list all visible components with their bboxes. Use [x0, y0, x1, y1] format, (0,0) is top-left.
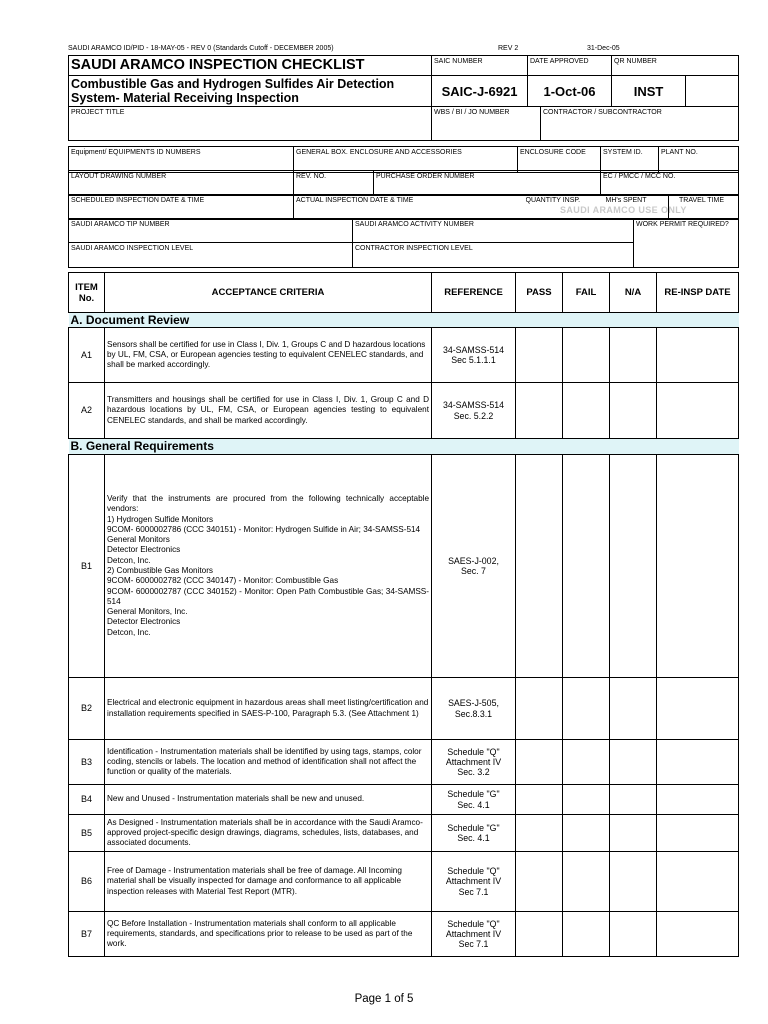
reference-line: Schedule "Q"	[447, 918, 500, 929]
pass-cell[interactable]	[516, 785, 563, 815]
criteria-text: Electrical and electronic equipment in hazardous areas shall meet listing/certification and installation requirements specified in SAES-P-100, Paragraph 5.3. (See Attachment 1)	[105, 678, 432, 740]
vendor-line: 1) Hydrogen Sulfide Monitors	[107, 514, 214, 524]
contractor-level-cell	[353, 243, 634, 268]
layout-drawing-label: LAYOUT DRAWING NUMBER	[71, 173, 167, 180]
vendor-list-text	[105, 455, 432, 678]
date-approved-label: DATE APPROVED	[530, 58, 589, 65]
document-id-text: SAUDI ARAMCO ID/PID - 18-MAY-05 - REV 0 (Standards Cutoff - DECEMBER 2005)	[68, 45, 334, 52]
item-header-line2: No.	[78, 292, 95, 304]
checklist-title-cell	[69, 56, 432, 76]
reference-line: Sec.8.3.1	[454, 708, 493, 719]
revision-text: REV 2	[498, 45, 519, 52]
qr-number-value: INST	[612, 76, 686, 107]
page-number: Page 1 of 5	[354, 993, 414, 1005]
qr-number-label: QR NUMBER	[614, 58, 657, 65]
criteria-text: As Designed - Instrumentation materials shall be in accordance with the Saudi Aramco-approved project-specific design drawings, diagrams, schedules, lists, databases, and associated documents.	[105, 815, 432, 852]
reinsp-date-cell[interactable]	[657, 912, 739, 957]
item-id: B3	[69, 740, 105, 785]
pass-cell[interactable]	[516, 455, 563, 678]
vendor-line: Detcon, Inc.	[107, 555, 151, 565]
item-header-line1: ITEM	[75, 281, 98, 293]
date-approved-label-cell	[528, 56, 612, 76]
pass-cell[interactable]	[516, 852, 563, 912]
pass-cell[interactable]	[516, 912, 563, 957]
enclosure-code-label: ENCLOSURE CODE	[520, 149, 586, 156]
checklist-subtitle-cell	[69, 76, 432, 107]
ec-pmcc-cell	[601, 171, 739, 196]
fail-cell[interactable]	[563, 852, 610, 912]
item-id: B2	[69, 678, 105, 740]
checklist-subtitle: Combustible Gas and Hydrogen Sulfides Air Detection System- Material Receiving Inspection	[71, 77, 395, 105]
pass-cell[interactable]	[516, 678, 563, 740]
reference-cell	[432, 852, 516, 912]
general-box-cell	[294, 147, 518, 173]
na-cell[interactable]	[610, 383, 657, 439]
equipment-id-cell	[69, 147, 294, 173]
layout-drawing-cell	[69, 171, 294, 196]
vendor-line: 9COM- 6000002786 (CCC 340151) - Monitor: Hydrogen Sulfide in Air; 34-SAMSS-514	[107, 524, 421, 534]
pass-cell[interactable]	[516, 383, 563, 439]
saic-number-label: SAIC NUMBER	[434, 58, 483, 65]
table-row	[69, 912, 739, 957]
tip-number-label: SAUDI ARAMCO TIP NUMBER	[71, 221, 170, 228]
na-cell[interactable]	[610, 815, 657, 852]
contractor-label: CONTRACTOR / SUBCONTRACTOR	[543, 109, 662, 116]
na-cell[interactable]	[610, 328, 657, 383]
reinsp-date-cell[interactable]	[657, 455, 739, 678]
reference-line: SAES-J-505,	[448, 698, 499, 709]
reference-line: Sec 7.1	[458, 939, 489, 950]
item-id: B6	[69, 852, 105, 912]
reinsp-date-cell[interactable]	[657, 328, 739, 383]
reference-line: Attachment IV	[445, 928, 502, 939]
contractor-cell	[541, 107, 739, 141]
fail-cell[interactable]	[563, 455, 610, 678]
item-id: A1	[69, 328, 105, 383]
na-cell[interactable]	[610, 455, 657, 678]
reference-cell	[432, 785, 516, 815]
fail-cell[interactable]	[563, 815, 610, 852]
rev-no-cell	[294, 171, 374, 196]
project-title-cell	[69, 107, 432, 141]
item-no-header	[69, 273, 105, 313]
travel-time-label: TRAVEL TIME	[679, 197, 724, 204]
reference-cell	[432, 740, 516, 785]
acceptance-criteria-table	[68, 272, 739, 957]
na-cell[interactable]	[610, 740, 657, 785]
vendor-line: General Monitors, Inc.	[107, 607, 188, 617]
pass-header: PASS	[516, 273, 563, 313]
pass-cell[interactable]	[516, 740, 563, 785]
pass-cell[interactable]	[516, 328, 563, 383]
reinsp-date-cell[interactable]	[657, 785, 739, 815]
activity-number-cell	[353, 219, 634, 243]
general-box-label: GENERAL BOX. ENCLOSURE AND ACCESSORIES	[296, 149, 462, 156]
tip-number-cell	[69, 219, 353, 243]
table-row	[69, 455, 739, 678]
reference-cell	[432, 678, 516, 740]
pass-cell[interactable]	[516, 815, 563, 852]
reference-line: Sec. 4.1	[457, 833, 490, 843]
na-header: N/A	[610, 273, 657, 313]
reference-line: Sec. 3.2	[457, 767, 490, 778]
inspection-level-label: SAUDI ARAMCO INSPECTION LEVEL	[71, 245, 194, 252]
na-cell[interactable]	[610, 785, 657, 815]
na-cell[interactable]	[610, 852, 657, 912]
reference-cell	[432, 912, 516, 957]
contractor-level-label: CONTRACTOR INSPECTION LEVEL	[355, 245, 473, 252]
equipment-id-label: Equipment/ EQUIPMENTS ID NUMBERS	[71, 149, 201, 156]
table-row	[69, 383, 739, 439]
item-id: B1	[69, 455, 105, 678]
reference-line: Attachment IV	[445, 756, 502, 767]
section-row	[69, 439, 739, 455]
saic-number-value: SAIC-J-6921	[432, 76, 528, 107]
fail-cell[interactable]	[563, 328, 610, 383]
section-row	[69, 313, 739, 328]
item-id: B7	[69, 912, 105, 957]
criteria-text: Transmitters and housings shall be certified for use in Class I, Div. 1, Group C and D hazardous locations by UL, FM, CSA, or European agencies testing to equivalent CENELEC standards, and shall be marked accordingly.	[105, 383, 432, 439]
saudi-aramco-use-only-watermark: SAUDI ARAMCO USE ONLY	[560, 205, 687, 215]
project-title-label: PROJECT TITLE	[71, 109, 125, 116]
system-id-cell	[601, 147, 659, 173]
reference-cell	[432, 815, 516, 852]
criteria-text: QC Before Installation - Instrumentation materials shall conform to all applicable requirements, standards, and specifications prior to release to be used as part of the work.	[105, 912, 432, 957]
reference-line: Schedule "G"	[447, 822, 500, 833]
na-cell[interactable]	[610, 912, 657, 957]
checklist-header	[68, 55, 739, 141]
fail-cell[interactable]	[563, 785, 610, 815]
reference-cell	[432, 455, 516, 678]
tip-info-table	[68, 218, 739, 268]
reinsp-date-cell[interactable]	[657, 383, 739, 439]
section-a-heading: A. Document Review	[69, 313, 739, 328]
wbs-cell	[432, 107, 541, 141]
mhs-spent-label: MH's SPENT	[605, 197, 647, 204]
work-permit-cell	[634, 219, 739, 268]
table-row	[69, 785, 739, 815]
actual-date-cell	[294, 195, 526, 220]
plant-no-label: PLANT NO.	[661, 149, 698, 156]
reference-cell	[432, 328, 516, 383]
date-approved-value: 1-Oct-06	[528, 76, 612, 107]
purchase-order-label: PURCHASE ORDER NUMBER	[376, 173, 475, 180]
quantity-insp-label: QUANTITY INSP.	[525, 197, 581, 204]
reinsp-date-cell[interactable]	[657, 852, 739, 912]
revision-date-text: 31-Dec-05	[587, 45, 620, 52]
table-header-row	[69, 273, 739, 313]
ec-pmcc-label: EC / PMCC / MCC NO.	[603, 173, 676, 180]
reinsp-date-cell[interactable]	[657, 740, 739, 785]
criteria-text: Free of Damage - Instrumentation materials shall be free of damage. All Incoming material shall be visually inspected for damage and conformance to all applicable inspection releases with Material Test Report (MTR).	[105, 852, 432, 912]
reference-line: Schedule "Q"	[447, 746, 500, 757]
wbs-label: WBS / BI / JO NUMBER	[434, 109, 510, 116]
fail-cell[interactable]	[563, 912, 610, 957]
qr-number-label-cell	[612, 56, 739, 76]
reference-line: Schedule "G"	[447, 789, 500, 800]
reinsp-date-cell[interactable]	[657, 678, 739, 740]
reference-line: Sec. 4.1	[457, 799, 490, 810]
item-id: A2	[69, 383, 105, 439]
reference-line: Schedule "Q"	[447, 866, 500, 877]
criteria-text: Sensors shall be certified for use in Class I, Div. 1, Groups C and D hazardous locations by UL, FM, CSA, or European agencies testing to equivalent CENELEC standards, and shall be marked accordingly.	[105, 328, 432, 383]
criteria-text: New and Unused - Instrumentation materials shall be new and unused.	[105, 785, 432, 815]
vendor-line: 2) Combustible Gas Monitors	[107, 566, 214, 575]
purchase-order-cell	[374, 171, 601, 196]
vendor-line: 9COM- 6000002787 (CCC 340152) - Monitor: Open Path Combustible Gas; 34-SAMSS-514	[107, 586, 429, 606]
reference-line: SAES-J-002,	[448, 555, 499, 566]
work-permit-label: WORK PERMIT REQUIRED?	[636, 221, 729, 228]
fail-header: FAIL	[563, 273, 610, 313]
qr-extra-cell	[686, 76, 739, 107]
reference-line: Sec 7.1	[458, 886, 489, 897]
vendor-line: Detcon, Inc.	[107, 627, 151, 637]
reference-line: Attachment IV	[445, 876, 502, 887]
activity-number-label: SAUDI ARAMCO ACTIVITY NUMBER	[355, 221, 474, 228]
drawing-info-table	[68, 170, 739, 196]
vendor-line: Detector Electronics	[107, 545, 181, 555]
reinsp-date-header: RE-INSP DATE	[657, 273, 739, 313]
vendor-line: General Monitors	[107, 535, 170, 545]
na-cell[interactable]	[610, 678, 657, 740]
enclosure-code-cell	[518, 147, 601, 173]
table-row	[69, 678, 739, 740]
checklist-title: SAUDI ARAMCO INSPECTION CHECKLIST	[71, 57, 365, 73]
fail-cell[interactable]	[563, 740, 610, 785]
reference-header: REFERENCE	[432, 273, 516, 313]
actual-date-label: ACTUAL INSPECTION DATE & TIME	[296, 197, 414, 204]
section-b-heading: B. General Requirements	[69, 439, 739, 455]
reference-cell	[432, 383, 516, 439]
criteria-text: Identification - Instrumentation materials shall be identified by using tags, stamps, color coding, stencils or labels. The location and method of identification shall not affect the function or quality of the materials.	[105, 740, 432, 785]
scheduled-date-label: SCHEDULED INSPECTION DATE & TIME	[71, 197, 205, 204]
rev-no-label: REV. NO.	[296, 173, 327, 180]
vendor-line: Verify that the instruments are procured from the following technically acceptable vendors:	[107, 493, 429, 514]
table-row	[69, 815, 739, 852]
item-id: B4	[69, 785, 105, 815]
reference-line: Sec 5.1.1.1	[451, 355, 496, 365]
reference-line: 34-SAMSS-514	[442, 400, 505, 411]
inspection-level-cell	[69, 243, 353, 268]
saic-number-label-cell	[432, 56, 528, 76]
table-row	[69, 328, 739, 383]
reference-line: Sec. 5.2.2	[453, 410, 494, 421]
plant-no-cell	[659, 147, 739, 173]
scheduled-date-cell	[69, 195, 294, 220]
reference-line: Sec. 7	[461, 566, 486, 576]
table-row	[69, 740, 739, 785]
vendor-line: 9COM- 6000002782 (CCC 340147) - Monitor: Combustible Gas	[107, 576, 339, 586]
fail-cell[interactable]	[563, 678, 610, 740]
vendor-line: Detector Electronics	[107, 617, 181, 627]
document-reference-line	[68, 45, 738, 55]
reinsp-date-cell[interactable]	[657, 815, 739, 852]
system-id-label: SYSTEM ID.	[603, 149, 643, 156]
equipment-info-table	[68, 146, 739, 173]
table-row	[69, 852, 739, 912]
reference-line: 34-SAMSS-514	[442, 344, 505, 355]
criteria-header: ACCEPTANCE CRITERIA	[105, 273, 432, 313]
item-id: B5	[69, 815, 105, 852]
fail-cell[interactable]	[563, 383, 610, 439]
